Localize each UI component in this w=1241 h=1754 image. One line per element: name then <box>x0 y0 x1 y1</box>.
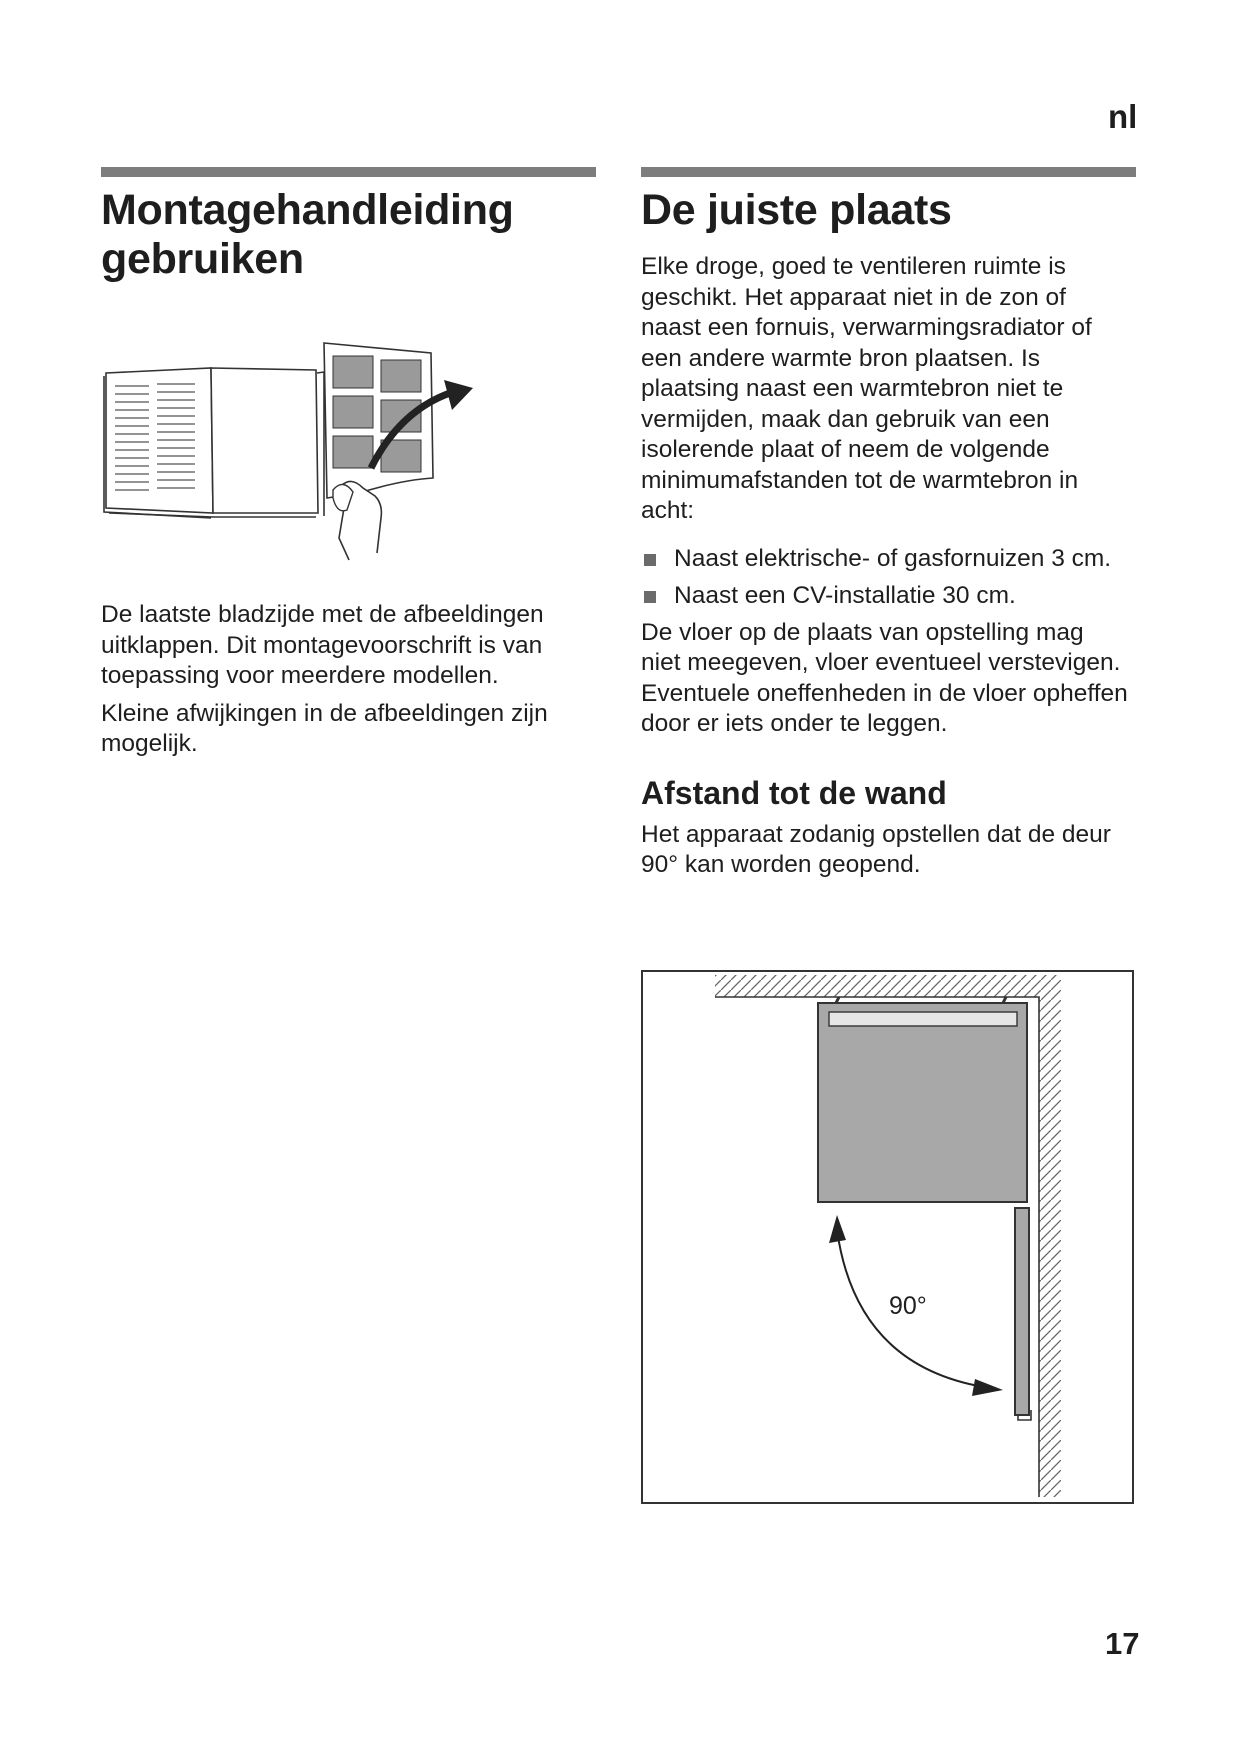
page-number: 17 <box>1105 1626 1140 1661</box>
left-section-title <box>101 186 601 284</box>
bullet-square-icon <box>644 591 656 603</box>
left-title-line-2: gebruiken <box>101 235 304 283</box>
fold-out-book-icon <box>101 328 481 568</box>
book-illustration <box>101 328 481 568</box>
right-column <box>641 186 1141 881</box>
appliance-top-panel <box>829 1012 1017 1026</box>
right-section-title: De juiste plaats <box>641 186 952 234</box>
side-wall <box>1039 997 1061 1497</box>
list-item-text: Naast een CV-installatie 30 cm. <box>674 582 1016 609</box>
left-paragraph-1: De laatste bladzijde met de afbeeldingen uitklappen. Dit montagevoorschrift is van toepassing voor meerdere modellen. <box>101 601 544 689</box>
open-door <box>1015 1208 1029 1415</box>
left-column <box>101 186 601 760</box>
left-title-line-1: Montagehandleiding <box>101 186 514 234</box>
floor-paragraph: De vloer op de plaats van opstelling mag niet meegeven, vloer eventueel verstevigen. Eventuele oneffenheden in de vloer opheffen door er iets onder te leggen. <box>641 618 1128 737</box>
left-section-rule <box>101 167 596 177</box>
wall-distance-subtitle: Afstand tot de wand <box>641 774 947 811</box>
right-section-rule <box>641 167 1136 177</box>
rear-wall <box>715 975 1061 997</box>
list-item <box>641 544 1129 575</box>
list-item <box>641 581 1129 612</box>
appliance-body <box>818 1003 1027 1202</box>
language-code: nl <box>1108 98 1138 135</box>
list-item-text: Naast elektrische- of gasfornuizen 3 cm. <box>674 544 1112 572</box>
bullet-square-icon <box>644 554 656 566</box>
placement-intro: Elke droge, goed te ventileren ruimte is geschikt. Het apparaat niet in de zon of naast een fornuis, verwarmingsradiator of een andere warmte bron plaatsen. Is plaatsing naast een warmtebron niet te vermijden, maak dan gebruik van een isolerende plaat of neem de volgende minimumafstanden tot de warmtebron in acht: <box>641 253 1092 524</box>
angle-label: 90° <box>889 1292 927 1320</box>
distance-list <box>641 544 1129 612</box>
wall-distance-text: Het apparaat zodanig opstellen dat de deur 90° kan worden geopend. <box>641 820 1111 878</box>
left-paragraph-2: Kleine afwijkingen in de afbeeldingen zijn mogelijk. <box>101 699 548 757</box>
door-opening-diagram <box>641 970 1134 1504</box>
